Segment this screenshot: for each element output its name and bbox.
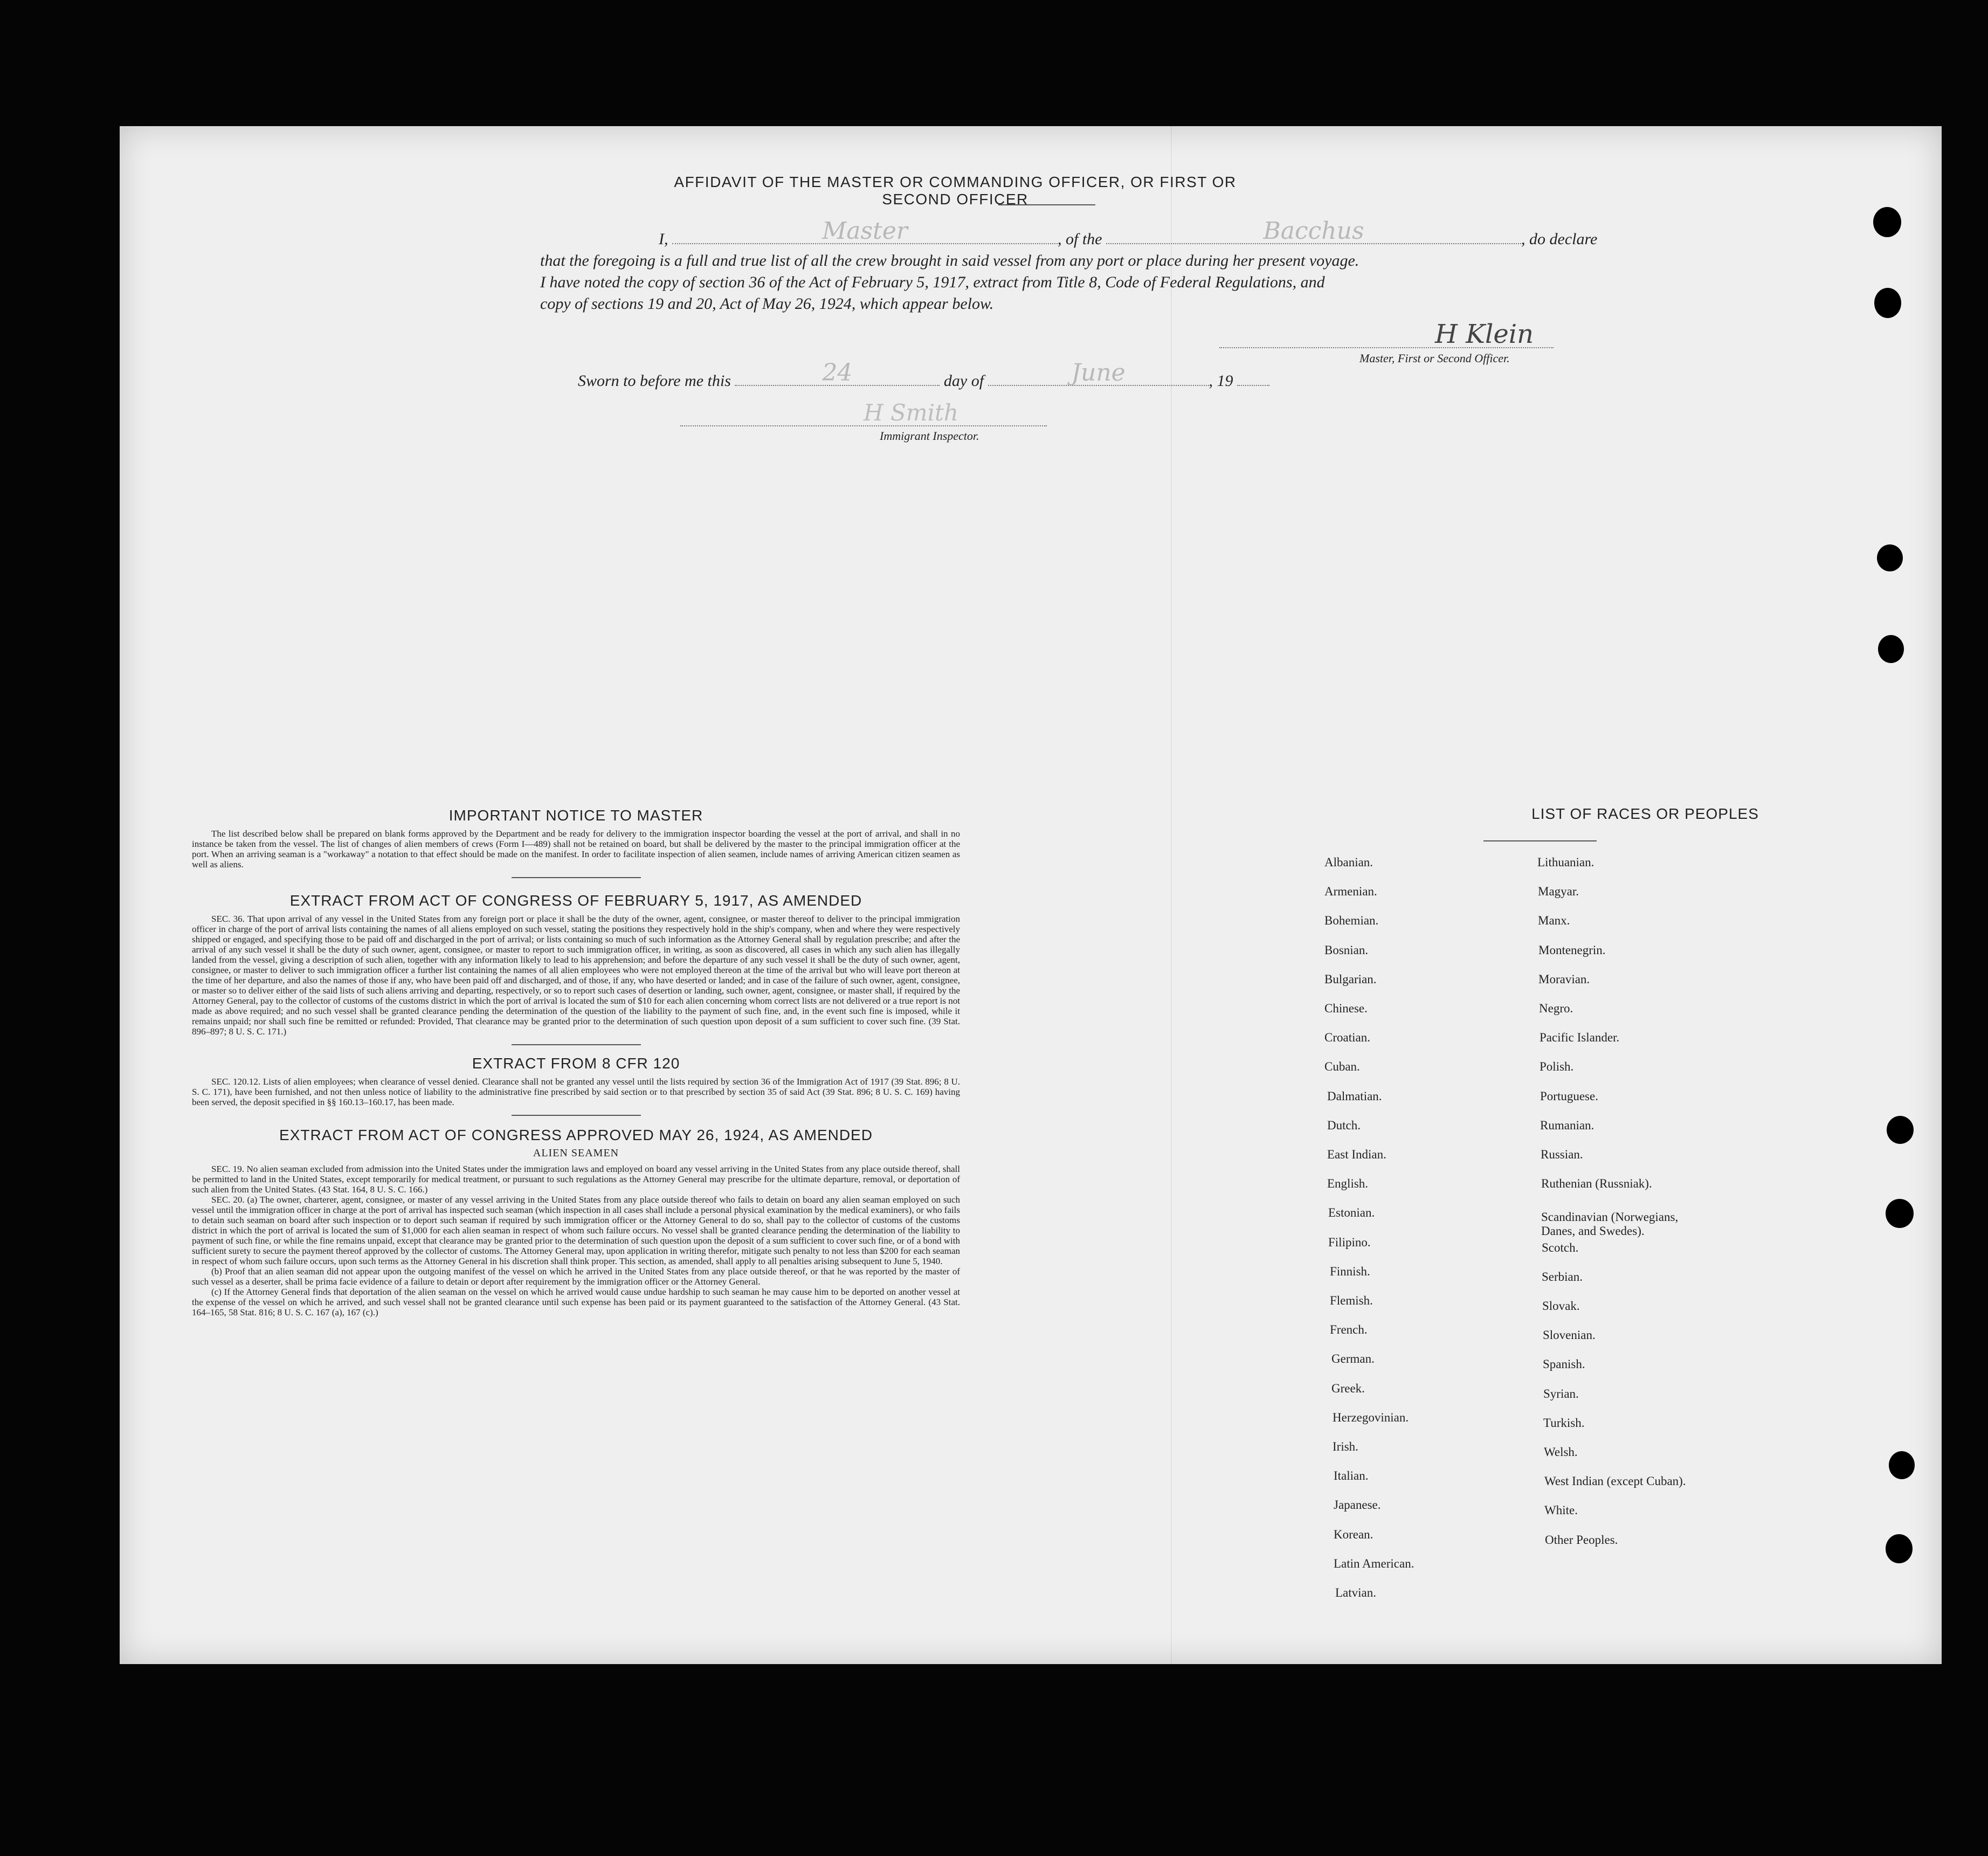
binder-hole [1877,544,1903,571]
race-item: Syrian. [1543,1386,1579,1400]
section-rule [512,877,641,878]
title-rule [998,204,1095,205]
year-field [1237,372,1269,386]
handwritten-vessel: Bacchus [1263,217,1364,245]
race-item: Ruthenian (Russniak). [1541,1177,1652,1191]
race-item: Armenian. [1324,885,1377,899]
race-item: Manx. [1538,914,1570,928]
race-item: French. [1330,1323,1368,1337]
extract-1917-title: EXTRACT FROM ACT OF CONGRESS OF FEBRUARY 5, 1917, AS AMENDED [289,892,862,909]
race-item: Irish. [1333,1440,1358,1453]
binder-hole [1889,1451,1915,1479]
affidavit-line-4: copy of sections 19 and 20, Act of May 26, 1924, which appear below. [540,295,994,313]
binder-hole [1873,207,1901,237]
race-item: Scandinavian (Norwegians, Danes, and Swedes). [1541,1210,1679,1238]
race-item: Scotch. [1542,1240,1579,1254]
race-item: Filipino. [1328,1235,1371,1249]
race-item: German. [1331,1352,1375,1366]
race-item: Moravian. [1538,972,1590,986]
month-field [988,359,1209,387]
race-item: Serbian. [1542,1269,1583,1284]
race-item: Turkish. [1543,1416,1585,1430]
race-item: Croatian. [1324,1031,1370,1045]
race-item: Latvian. [1335,1586,1376,1599]
race-item: Magyar. [1538,885,1579,899]
sec-20c-text: (c) If the Attorney General finds that deportation of the alien seaman on the vessel on which he arrived would cause undue hardship to such seaman he may cause him to be deported on another vessel at the expense of the vessel on which he arrived, and such vessel shall not be granted clearance until such expense has been paid or its payment guaranteed to the satisfaction of the Attorney General. (43 Stat. 164–165, 58 Stat. 816; 8 U. S. C. 167 (a), 167 (c).) [192,1287,960,1317]
extract-1924-title: EXTRACT FROM ACT OF CONGRESS APPROVED MAY 26, 1924, AS AMENDED [279,1127,873,1143]
race-item: White. [1544,1503,1578,1517]
binder-hole [1886,1534,1913,1563]
handwritten-month: June [1071,359,1126,387]
race-item: Russian. [1541,1148,1583,1161]
cfr-title: EXTRACT FROM 8 CFR 120 [472,1055,680,1072]
binder-hole [1887,1116,1914,1144]
races-title-rule [1483,840,1597,841]
sworn-line: Sworn to before me this 24 day of June , 19 [578,372,1269,390]
race-item: Welsh. [1544,1445,1578,1459]
binder-hole [1874,288,1901,318]
race-item: Lithuanian. [1537,855,1594,869]
race-item: Latin American. [1334,1556,1414,1570]
race-item: Portuguese. [1540,1089,1598,1103]
notice-text: The list described below shall be prepared on blank forms approved by the Department and be ready for delivery to the immigration inspector boarding the vessel at the port of arrival, and shall in no instance be taken from the vessel. The list of changes of alien members of crews (Form I—489) shall not be retained on board, but shall be delivered by the master to the principal immigration officer at the port. When an arriving seaman is a "workaway" a notation to that effect should be made on the manifest. In order to facilitate inspection of alien seamen, include names of arriving American citizen seamen as well as aliens. [192,829,960,870]
race-item: Slovenian. [1543,1328,1596,1342]
race-item: English. [1327,1177,1369,1191]
master-signature-line [1219,347,1554,348]
race-item: Bosnian. [1324,943,1369,957]
binder-hole [1878,635,1904,663]
sec-20b-text: (b) Proof that an alien seaman did not appear upon the outgoing manifest of the vessel on which he arrived in the United States from any place outside thereof, or that he was reported by the master of such vessel as a deserter, shall be prima facie evidence of a failure to detain or deport after requirement by the immigration officer or the Attorney General. [192,1266,960,1287]
race-item: Cuban. [1324,1060,1360,1074]
race-item: Chinese. [1324,1002,1368,1015]
affidavit-title: AFFIDAVIT OF THE MASTER OR COMMANDING OFFICER, OR FIRST OR SECOND OFFICER [674,174,1237,208]
section-rule [512,1044,641,1045]
race-item: Albanian. [1324,855,1373,869]
notices-column [192,807,960,1317]
sec-20a-text: SEC. 20. (a) The owner, charterer, agent, consignee, or master of any vessel arriving in the United States from any place outside thereof who fails to detain on board any alien seaman employed on such vessel until the immigration officer in charge at the port of arrival has inspected such seaman (which inspection in all cases shall include a personal physical examination by the medical examiners), or who fails to detain such seaman on board after such inspection or to deport such seaman if required by such immigration officer or the Attorney General to do so, shall pay to the collector of customs of the customs district in which the port of arrival is located the sum of $1,000 for each alien seaman in respect of whom such failure occurs. No vessel shall be granted clearance pending the determination of the liability to payment of such fine, or while the fine remains unpaid, except that clearance may be granted prior to the determination of such question upon the deposit of a sum sufficient to cover such fine, or of a bond with sufficient surety to secure the payment thereof approved by the collector of customs. The Attorney General may, upon application in writing therefor, mitigate such penalty to not less than $200 for each seaman in respect of whom such failure occurs, upon such terms as the Attorney General in his discretion shall think proper. This section, as amended, shall apply to all penalties arising subsequent to June 5, 1940. [192,1195,960,1266]
race-item: Dutch. [1327,1118,1361,1132]
races-title: LIST OF RACES OR PEOPLES [1531,805,1759,822]
race-item: Herzegovinian. [1333,1410,1409,1424]
race-item: Negro. [1539,1002,1573,1015]
sec-19-text: SEC. 19. No alien seaman excluded from admission into the United States under the immigration laws and employed on board any vessel arriving in the United States from any place outside thereof, shall be permitted to land in the United States, except temporarily for medical treatment, or pursuant to such regulations as the Attorney General may prescribe for the ultimate departure, removal, or deportation of such alien from the United States. (43 Stat. 164, 8 U. S. C. 166.) [192,1164,960,1195]
race-item: Greek. [1331,1381,1365,1395]
race-item: Spanish. [1543,1357,1585,1371]
race-item: Slovak. [1542,1299,1580,1313]
race-item: Other Peoples. [1545,1533,1618,1547]
section-rule [512,1115,641,1116]
race-item: Estonian. [1328,1206,1375,1220]
binder-hole [1886,1199,1914,1228]
race-item: East Indian. [1327,1148,1386,1161]
race-item: Italian. [1334,1469,1369,1483]
fold-crease [1171,126,1172,1664]
race-item: Dalmatian. [1327,1089,1382,1103]
cfr-text: SEC. 120.12. Lists of alien employees; when clearance of vessel denied. Clearance shall not be granted any vessel until the lists required by section 36 of the Immigration Act of 1917 (39 Stat. 896; 8 U. S. C. 171), have been furnished, and not then unless notice of liability to the administrative fine prescribed by said section or to that prescribed by section 35 of said Act (39 Stat. 896; 8 U. S. C. 169) having been served, the deposit specified in §§ 160.13–160.17, has been made. [192,1077,960,1107]
race-item: Finnish. [1330,1264,1370,1278]
race-item: Montenegrin. [1538,943,1606,957]
affidavit-line-2: that the foregoing is a full and true list of all the crew brought in said vessel from any port or place during her present voyage. [540,252,1359,270]
race-item: Pacific Islander. [1540,1031,1620,1045]
race-item: Polish. [1540,1060,1574,1074]
race-item: Japanese. [1334,1498,1381,1512]
inspector-signature-line [680,425,1047,426]
race-item: Bulgarian. [1324,972,1377,986]
inspector-caption: Immigrant Inspector. [880,429,979,443]
extract-1924-subtitle: ALIEN SEAMEN [533,1147,619,1159]
document-sheet [120,126,1942,1664]
affidavit-body [540,217,1678,315]
handwritten-master: Master [822,217,908,245]
race-item: Bohemian. [1324,914,1379,928]
day-field [735,359,940,387]
master-caption: Master, First or Second Officer. [1359,351,1510,365]
inspector-signature: H Smith [864,399,958,426]
race-item: Flemish. [1330,1294,1373,1307]
vessel-name-field [1106,217,1521,245]
master-name-field [672,217,1058,245]
declaration-line: I, Master , of the Bacchus , do declare [659,217,1598,248]
affidavit-line-3: I have noted the copy of section 36 of the Act of February 5, 1917, extract from Title 8, Code of Federal Regulations, and [540,273,1325,291]
handwritten-day: 24 [822,359,853,387]
race-item: Korean. [1334,1527,1373,1541]
race-item: West Indian (except Cuban). [1544,1474,1686,1488]
extract-1917-text: SEC. 36. That upon arrival of any vessel in the United States from any foreign port or place it shall be the duty of the owner, agent, consignee, or master thereof to deliver to the principal immigration officer in charge of the port of arrival lists containing the names of all aliens employed on such vessel, stating the positions they respectively hold in the ship's company, when and where they were respectively shipped or engaged, and specifying those to be paid off and discharged in the port of arrival; or lists containing so much of such information as the Attorney General shall by regulation prescribe; and after the arrival of any such vessel it shall be the duty of such owner, agent, consignee, or master to report to such immigration officer, in writing, as soon as discovered, all cases in which any such alien has illegally landed from the vessel, giving a description of such alien, together with any information likely to lead to his apprehension; and before the departure of any such vessel it shall be the duty of such owner, agent, consignee, or master to deliver to such immigration officer a further list containing the names of all alien employees who were not employed thereon at the time of the arrival but who will leave port thereon at the time of her departure, and also the names of those if any, who have been paid off and discharged, and of those, if any, who have deserted or landed; and in case of the failure of such owner, agent, consignee, or master so to deliver either of the said lists of such aliens arriving and departing, respectively, or so to report such cases of desertion or landing, such owner, agent, consignee, or master shall, if required by the Attorney General, pay to the collector of customs of the customs district in which the port of arrival is located the sum of $10 for each alien concerning whom correct lists are not delivered or a true report is not made as above required; and no such vessel shall be granted clearance pending the determination of the question of the liability to the payment of such fine, and, in the event such fine is imposed, while it remains unpaid; nor shall such fine be remitted or refunded: Provided, That clearance may be granted prior to the determination of such question upon deposit of a sum sufficient to cover such fine. (39 Stat. 896–897; 8 U. S. C. 171.) [192,914,960,1037]
notice-title: IMPORTANT NOTICE TO MASTER [448,807,703,824]
race-item: Rumanian. [1540,1118,1594,1132]
master-signature: H Klein [1435,319,1534,349]
